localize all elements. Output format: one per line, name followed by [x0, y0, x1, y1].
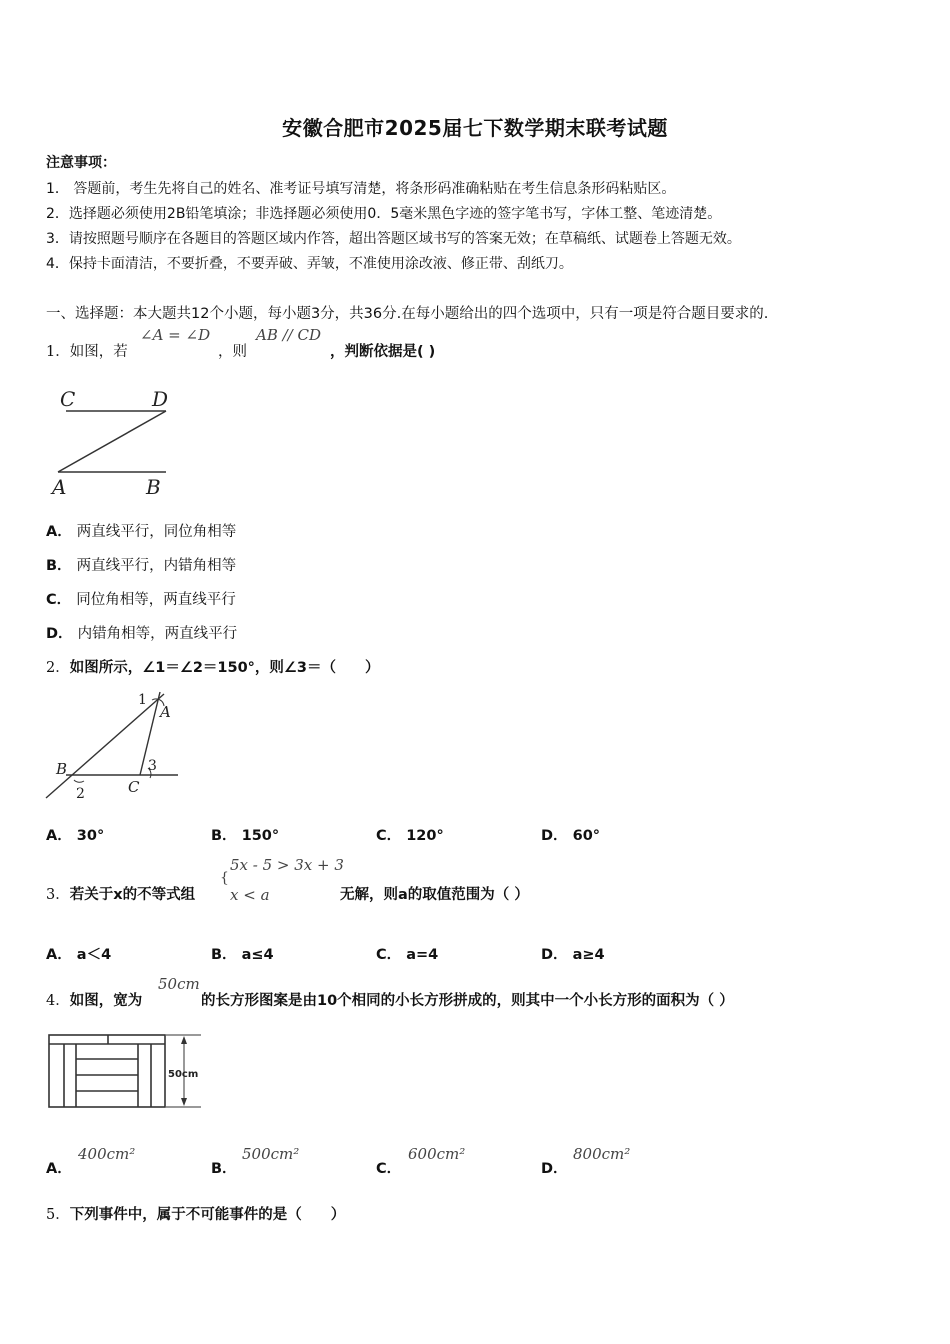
notice-item: 3．请按照题号顺序在各题目的答题区域内作答，超出答题区域书写的答案无效；在草稿纸、试题卷上答题无效。: [46, 231, 741, 247]
option-d-value: 800cm²: [573, 1145, 631, 1163]
question-text: 如图，若: [69, 344, 128, 360]
option-d[interactable]: D． 60°: [541, 828, 601, 844]
inequality-line: x < a: [230, 886, 270, 904]
option-a[interactable]: A． a＜4: [46, 947, 112, 963]
question-text: 无解，则a的取值范围为（ ）: [340, 887, 529, 903]
option-c-value: 600cm²: [408, 1145, 466, 1163]
q4-figure: [46, 1032, 206, 1114]
question-number: 1．: [46, 344, 70, 360]
option-a[interactable]: A．: [46, 1161, 72, 1177]
angle-label: 3: [148, 758, 157, 774]
angle-label: 2: [76, 786, 85, 802]
option-a-value: 400cm²: [78, 1145, 136, 1163]
question-text: 下列事件中，属于不可能事件的是（ ）: [69, 1207, 346, 1223]
notice-item: 4．保持卡面清洁，不要折叠，不要弄破、弄皱，不准使用涂改液、修正带、刮纸刀。: [46, 256, 573, 272]
option-a[interactable]: A． 两直线平行，同位角相等: [46, 524, 237, 540]
option-b-value: 500cm²: [242, 1145, 300, 1163]
question-text: 如图所示，∠1＝∠2＝150°，则∠3＝（ ）: [69, 660, 380, 676]
question-4: [46, 989, 142, 1010]
point-label: D: [152, 387, 169, 411]
option-d[interactable]: D． a≥4: [541, 947, 605, 963]
notice-item: 2．选择题必须使用2B铅笔填涂；非选择题必须使用0．5毫米黑色字迹的签字笔书写，字体工整、笔迹清楚。: [46, 206, 722, 222]
brace-icon: {: [220, 870, 229, 886]
question-number: 5．: [46, 1207, 70, 1223]
question-text: 若关于x的不等式组: [69, 887, 196, 903]
page-title: 安徽合肥市2025届七下数学期末联考试题: [282, 116, 668, 140]
option-c[interactable]: C． a=4: [376, 947, 439, 963]
question-number: 4．: [46, 993, 70, 1009]
option-c[interactable]: C． 120°: [376, 828, 444, 844]
notice-heading: 注意事项：: [46, 155, 116, 171]
point-label: A: [160, 703, 171, 721]
question-number: 3．: [46, 887, 70, 903]
question-text: ，则: [218, 344, 247, 360]
question-3: [46, 883, 195, 904]
notice-item: 1． 答题前，考生先将自己的姓名、准考证号填写清楚，将条形码准确粘贴在考生信息条形码粘贴区。: [46, 181, 676, 197]
point-label: C: [128, 778, 140, 796]
point-label: A: [52, 475, 67, 499]
inequality-line: 5x - 5 > 3x + 3: [230, 856, 344, 874]
q2-figure: [44, 686, 184, 802]
option-b[interactable]: B． 150°: [211, 828, 280, 844]
point-label: B: [56, 760, 68, 778]
question-text: ，判断依据是( ): [330, 344, 436, 360]
question-1: [46, 340, 128, 361]
question-5: [46, 1203, 345, 1224]
math-expression: 50cm: [158, 975, 200, 993]
question-text: 的长方形图案是由10个相同的小长方形拼成的，则其中一个小长方形的面积为（ ）: [201, 993, 734, 1009]
math-expression: ∠A = ∠D: [140, 326, 211, 344]
point-label: B: [146, 475, 161, 499]
angle-label: 1: [138, 692, 147, 708]
section-heading: 一、选择题：本大题共12个小题，每小题3分，共36分.在每小题给出的四个选项中，只有一项是符合题目要求的.: [46, 306, 769, 322]
option-d[interactable]: D．: [541, 1161, 568, 1177]
option-c[interactable]: C．: [376, 1161, 402, 1177]
option-d[interactable]: D． 内错角相等，两直线平行: [46, 626, 238, 642]
dimension-label: 50cm: [168, 1069, 199, 1080]
point-label: C: [60, 387, 76, 411]
option-b[interactable]: B． a≤4: [211, 947, 274, 963]
question-number: 2．: [46, 660, 70, 676]
option-a[interactable]: A． 30°: [46, 828, 105, 844]
question-text: 如图，宽为: [69, 993, 143, 1009]
q1-figure: [48, 384, 178, 499]
option-b[interactable]: B．: [211, 1161, 237, 1177]
option-c[interactable]: C． 同位角相等，两直线平行: [46, 592, 236, 608]
question-2: [46, 656, 380, 677]
option-b[interactable]: B． 两直线平行，内错角相等: [46, 558, 237, 574]
math-expression: AB // CD: [256, 326, 322, 344]
